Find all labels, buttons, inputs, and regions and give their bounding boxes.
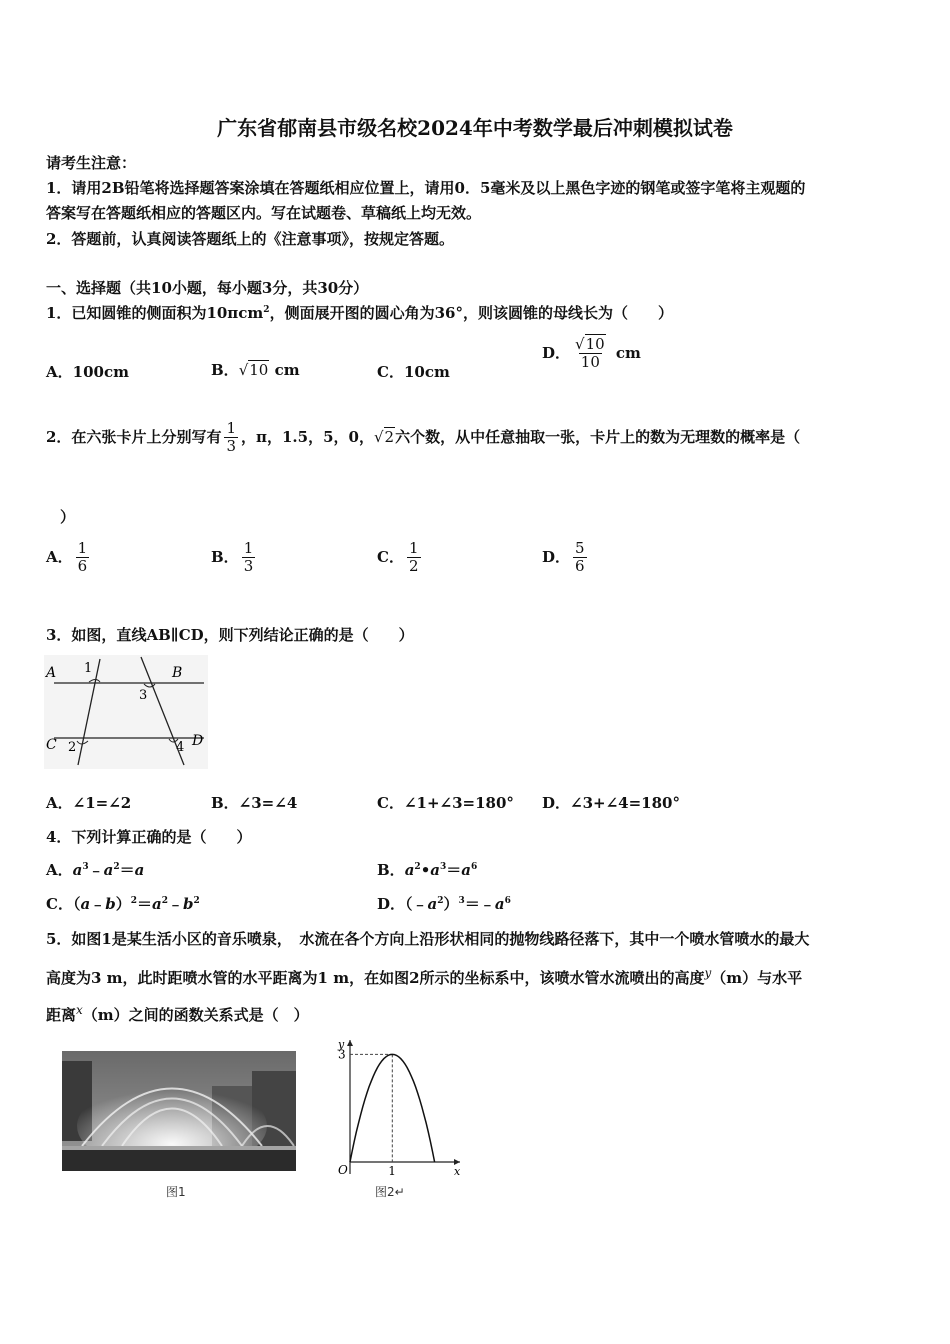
question-3-stem: 3．如图，直线AB∥CD，则下列结论正确的是（ ） [46,626,414,644]
q1-option-d-label: D． [542,343,571,362]
q2-option-a-num: 1 [77,539,88,557]
q3-figure [44,655,208,769]
label-b: B [172,665,183,681]
q2-fraction-den: 3 [226,437,236,456]
fig2-caption: 图2↵ [375,1185,405,1199]
q1-option-b-label: B． [211,361,239,379]
q1-option-a: A．100cm [46,363,129,381]
q2-option-a [46,540,92,576]
chart-origin-label: O [338,1163,348,1177]
photo-water-edge [62,1146,296,1150]
q1-stem-sup: 2 [263,305,270,315]
q1-option-d-den: 10 [580,353,600,372]
q2-option-b-label: B． [211,547,239,566]
q3-option-b: B．∠3=∠4 [211,794,298,812]
q1-option-d-radicand: 10 [585,335,605,353]
q2-option-d-den: 6 [575,557,585,576]
q5-line3-a: 距离 [46,1006,77,1024]
q2-option-b [211,540,258,576]
q4-option-d-label: D． [377,895,406,913]
fig1-caption: 图1 [166,1185,186,1199]
q2-fraction-num: 1 [226,419,236,437]
notice-line-2: 2．答题前，认真阅读答题纸上的《注意事项》，按规定答题。 [46,230,454,248]
q4-option-d: D．$(﹣a^2)^3=﹣a^6$ [377,895,511,913]
label-angle-3: 3 [139,688,148,703]
parabola-chart [326,1034,466,1180]
q1-option-b-sqrt: √10 [238,361,269,379]
q2-fraction [224,420,238,456]
q2-option-c-num: 1 [408,539,419,557]
q4-option-c: C．$(a﹣b)^2=a^2﹣b^2$ [46,895,200,913]
notice-line-1b: 答案写在答题纸相应的答题区内。写在试题卷、草稿纸上均无效。 [46,204,482,222]
label-d: D [192,733,204,749]
q2-option-d-label: D． [542,547,571,566]
q3-option-d: D．∠3+∠4=180° [542,794,680,812]
q3-option-c: C．∠1+∠3=180° [377,794,514,812]
page-title: 广东省郁南县市级名校2024年中考数学最后冲刺模拟试卷 [217,116,733,140]
q4-option-b-label: B． [377,861,405,879]
q2-option-d [542,540,590,576]
q1-stem-a: 1．已知圆锥的侧面积为10πcm [46,304,264,322]
q5-line3-b: （m）之间的函数关系式是（ ） [82,1006,309,1024]
q2-stem-c: 六个数，从中任意抽取一张，卡片上的数为无理数的概率是（ [395,427,801,446]
q2-option-d-num: 5 [575,539,585,557]
q2-option-b-num: 1 [243,539,254,557]
label-angle-1: 1 [84,661,93,676]
notice-heading: 请考生注意： [46,154,137,172]
question-5-line-2 [46,966,802,988]
q4-option-c-label: C． [46,895,73,913]
q5-line2-a: 高度为3 m，此时距喷水管的水平距离为1 m，在如图2所示的坐标系中，该喷水管水流喷出的高度 [46,969,705,987]
q2-option-a-fraction [76,540,90,576]
q4-option-b: B．$a^2•a^3=a^6$ [377,861,478,879]
q2-option-b-fraction [242,540,256,576]
q1-option-c: C．10cm [377,363,450,381]
chart-tick-1: 1 [388,1164,396,1178]
q5-var-y: y [704,966,712,980]
q2-option-c-den: 2 [408,557,419,576]
q4-option-a: A．$a^3﹣a^2=a$ [46,861,145,879]
q1-option-b [211,359,300,380]
section-heading: 一、选择题（共10小题，每小题3分，共30分） [46,279,369,297]
q5-line2-b: （m）与水平 [711,969,803,987]
q1-option-d [542,336,641,372]
label-c: C [46,737,57,753]
q1-option-b-unit: cm [274,361,300,379]
q1-option-d-fraction: $\frac{√10}{10}$ [575,335,605,372]
chart-y-label: y [338,1038,345,1051]
q2-sqrt: √2 [373,427,395,446]
q2-option-a-label: A． [46,547,73,566]
q5-var-x: x [76,1003,83,1017]
label-angle-4: 4 [176,740,185,755]
q2-close-paren: ） [60,508,76,526]
question-5-line-1: 5．如图1是某生活小区的音乐喷泉， 水流在各个方向上沿形状相同的抛物线路径落下，其中一个喷水管喷水的最大 [46,930,810,948]
fountain-photo [62,1051,296,1171]
q2-option-a-den: 6 [77,557,88,576]
chart-tick-3: 3 [338,1047,346,1062]
q2-stem-b: ，π，1.5，5，0， [241,427,374,446]
chart-y-arrow [347,1040,353,1046]
q1-stem-b: ，侧面展开图的圆心角为36°，则该圆锥的母线长为（ ） [269,304,673,322]
q1-option-d-unit: cm [615,343,641,362]
q2-option-c-fraction [407,540,421,576]
q2-option-b-den: 3 [243,557,254,576]
notice-line-1: 1．请用2B铅笔将选择题答案涂填在答题纸相应位置上，请用0．5毫米及以上黑色字迹的钢笔或签字笔将主观题的 [46,179,806,197]
q2-option-c [377,540,424,576]
q2-stem-a: 2．在六张卡片上分别写有 [46,427,222,446]
q3-option-a: A．∠1=∠2 [46,794,132,812]
q2-option-d-fraction [573,540,587,576]
q4-option-a-label: A． [46,861,73,879]
q2-radicand: 2 [384,427,395,446]
question-4-stem: 4．下列计算正确的是（ ） [46,828,252,846]
question-2-stem [46,420,800,456]
label-a: A [46,665,57,681]
label-angle-2: 2 [68,740,77,755]
chart-x-label: x [454,1165,461,1178]
question-5-line-3 [46,1003,309,1025]
q1-option-b-radicand: 10 [249,361,269,379]
q2-option-c-label: C． [377,547,404,566]
question-1-stem [46,302,673,323]
